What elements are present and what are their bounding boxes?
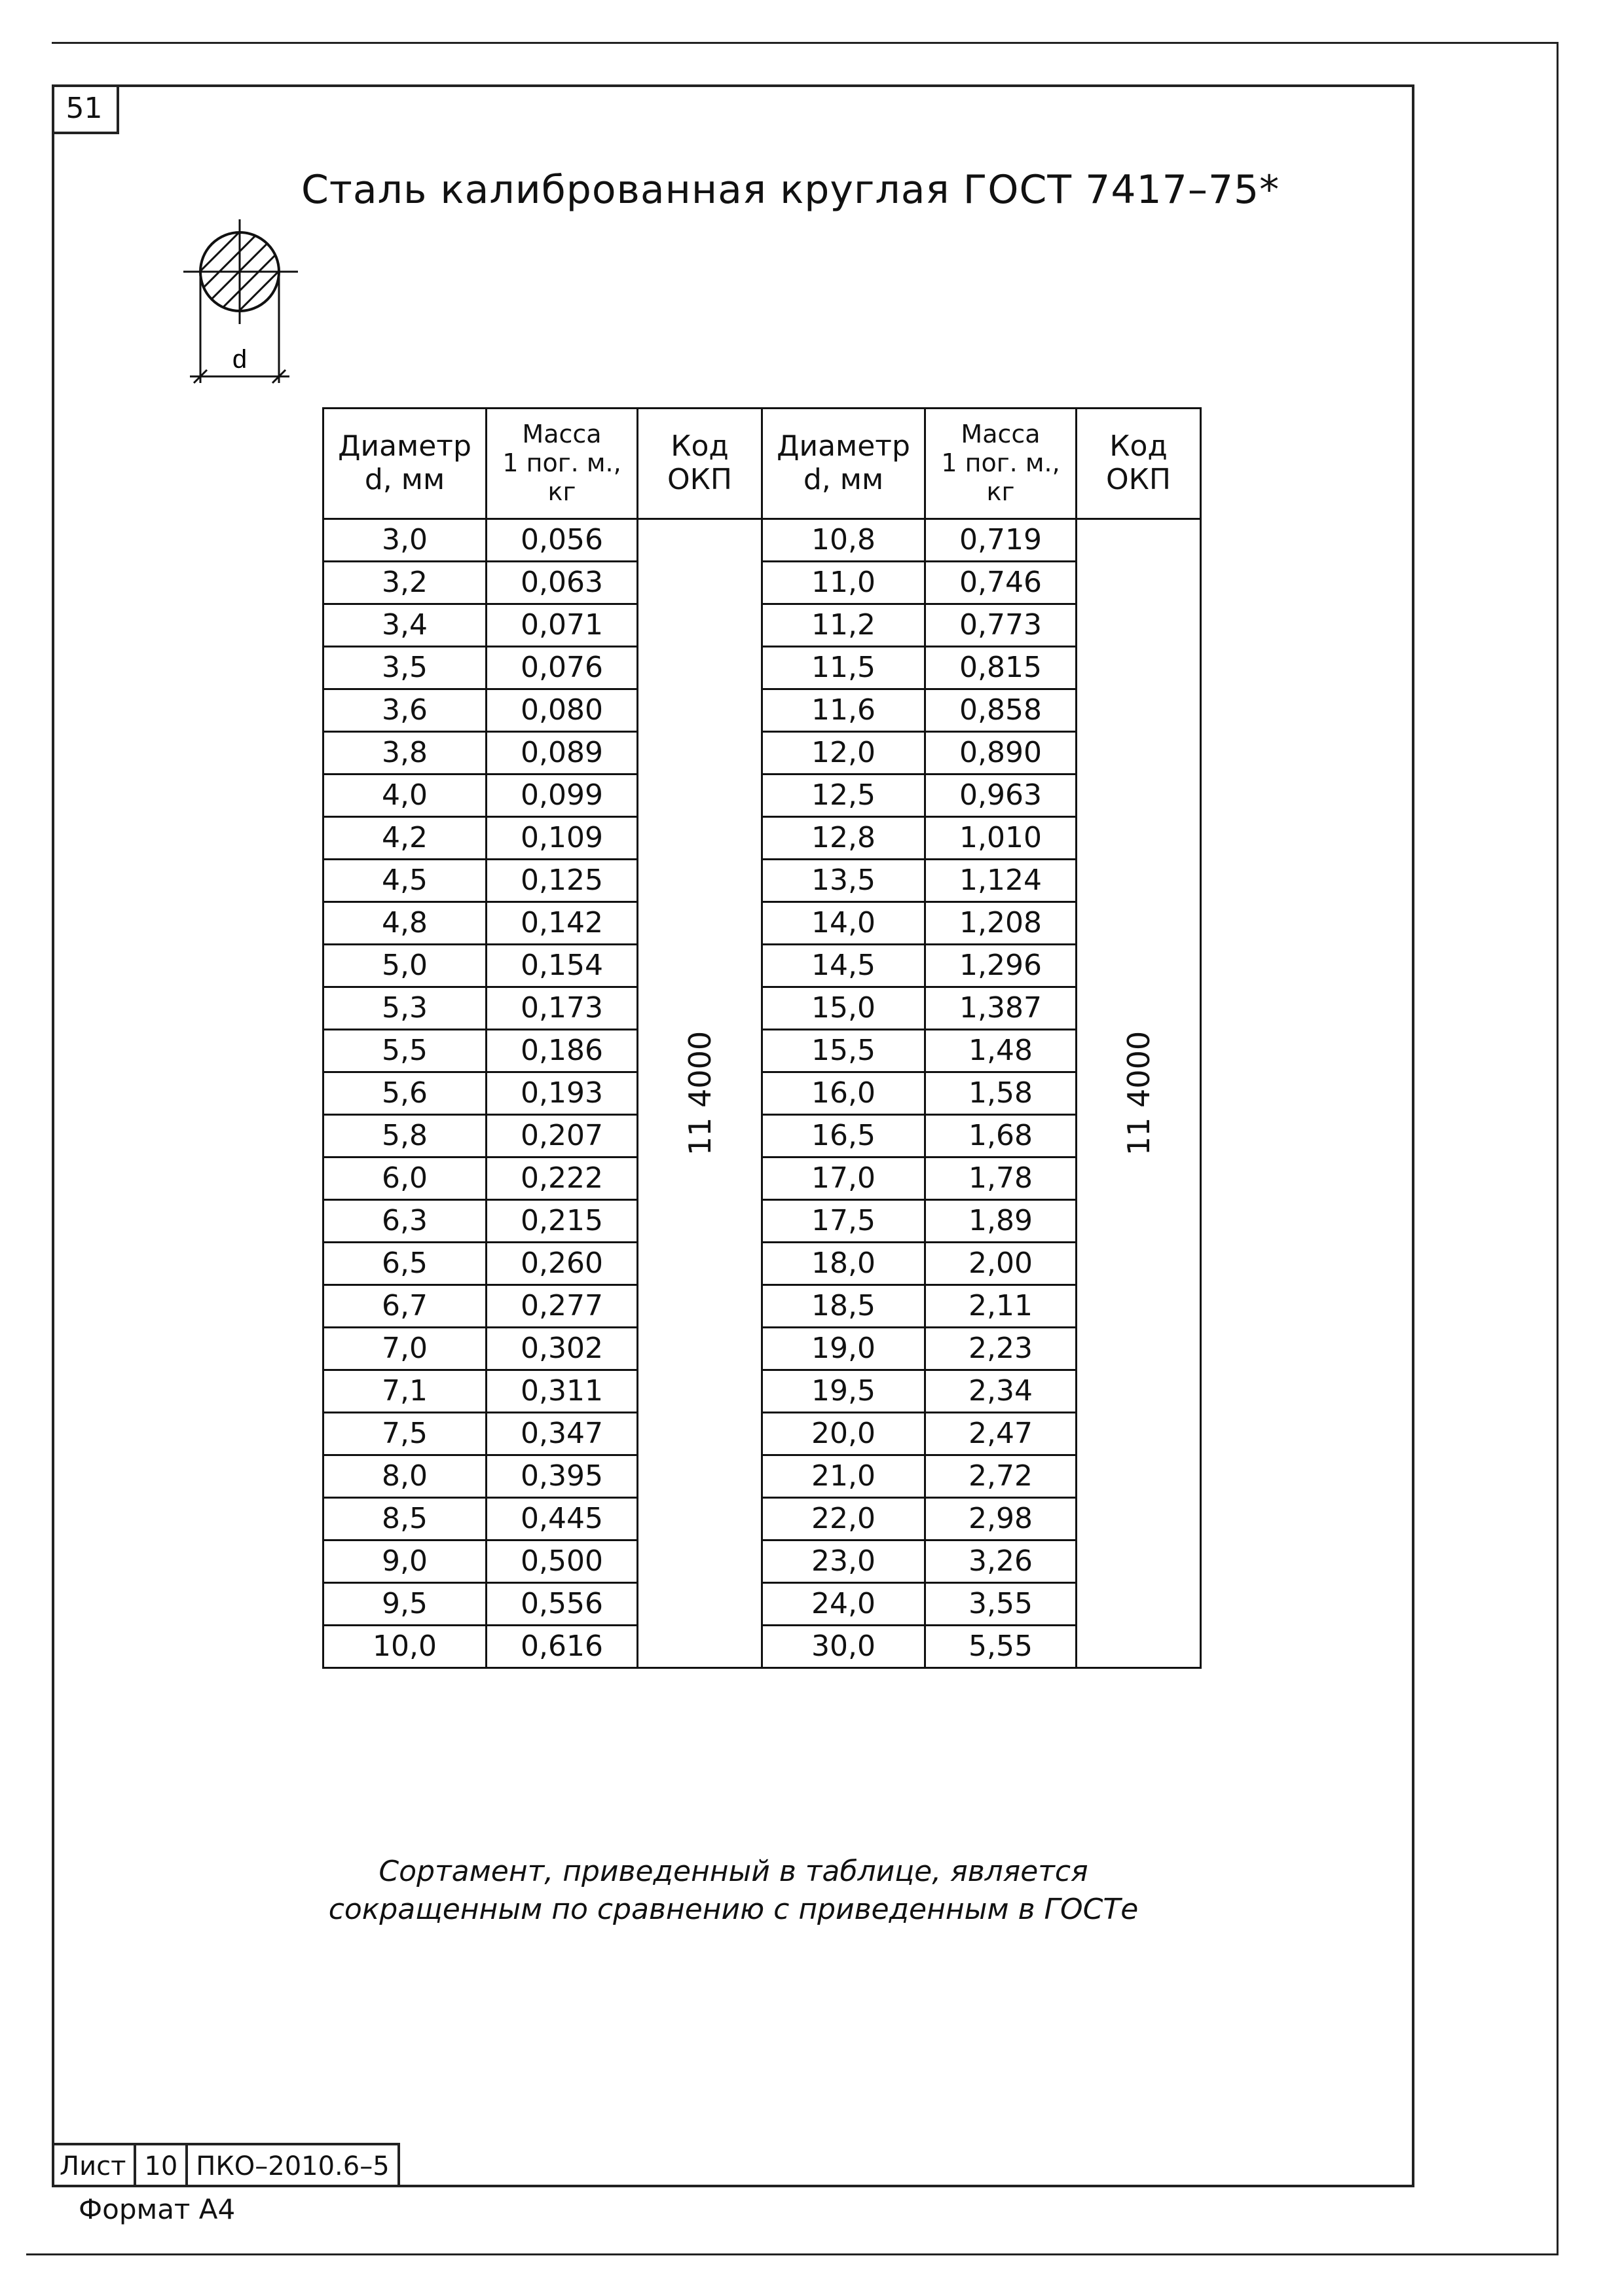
diameter-cell: 20,0 [762, 1413, 925, 1455]
mass-cell: 0,186 [487, 1030, 638, 1072]
table-header-row [323, 409, 1201, 519]
diameter-cell: 4,0 [323, 774, 487, 817]
diameter-cell: 13,5 [762, 860, 925, 902]
table-note [0, 1853, 1467, 1929]
mass-cell: 0,890 [925, 732, 1077, 774]
round-bar-section-diagram [177, 216, 308, 406]
diameter-cell: 5,6 [323, 1072, 487, 1115]
diameter-cell: 4,2 [323, 817, 487, 860]
title-block-stamp [52, 2143, 400, 2187]
diameter-cell: 16,5 [762, 1115, 925, 1157]
diameter-cell: 5,5 [323, 1030, 487, 1072]
mass-cell: 0,089 [487, 732, 638, 774]
table-row [323, 604, 1201, 647]
stamp-sheet-label: Лист [52, 2145, 136, 2187]
table-row [323, 1072, 1201, 1115]
table-row [323, 1200, 1201, 1243]
diameter-cell: 5,0 [323, 945, 487, 987]
mass-cell: 0,154 [487, 945, 638, 987]
diameter-cell: 6,3 [323, 1200, 487, 1243]
mass-cell: 0,260 [487, 1243, 638, 1285]
diameter-cell: 18,0 [762, 1243, 925, 1285]
table-row [323, 1413, 1201, 1455]
diameter-cell: 9,0 [323, 1540, 487, 1583]
steel-assortment-table [322, 407, 1202, 1669]
table-row [323, 1115, 1201, 1157]
diameter-cell: 3,8 [323, 732, 487, 774]
mass-cell: 0,302 [487, 1328, 638, 1370]
table-row [323, 945, 1201, 987]
mass-cell: 0,858 [925, 689, 1077, 732]
stamp-sheet-value: 10 [136, 2145, 188, 2187]
table-row [323, 1498, 1201, 1540]
table-row [323, 1540, 1201, 1583]
table-row [323, 689, 1201, 732]
mass-cell: 0,056 [487, 519, 638, 562]
diameter-cell: 8,0 [323, 1455, 487, 1498]
diameter-cell: 7,0 [323, 1328, 487, 1370]
mass-cell: 1,68 [925, 1115, 1077, 1157]
mass-cell: 0,080 [487, 689, 638, 732]
mass-cell: 0,215 [487, 1200, 638, 1243]
header-diameter-right: Диаметр d, мм [762, 409, 925, 519]
mass-cell: 0,746 [925, 562, 1077, 604]
mass-cell: 0,963 [925, 774, 1077, 817]
diameter-cell: 24,0 [762, 1583, 925, 1626]
mass-cell: 0,311 [487, 1370, 638, 1413]
mass-cell: 1,58 [925, 1072, 1077, 1115]
outer-right-line [1557, 42, 1559, 2255]
mass-cell: 2,98 [925, 1498, 1077, 1540]
mass-cell: 1,387 [925, 987, 1077, 1030]
diameter-cell: 6,7 [323, 1285, 487, 1328]
sheet-number-text: 51 [65, 91, 103, 125]
header-code-right: Код ОКП [1077, 409, 1201, 519]
mass-cell: 3,26 [925, 1540, 1077, 1583]
diameter-cell: 12,5 [762, 774, 925, 817]
mass-cell: 0,222 [487, 1157, 638, 1200]
mass-cell: 2,23 [925, 1328, 1077, 1370]
table-row [323, 817, 1201, 860]
diameter-cell: 11,6 [762, 689, 925, 732]
mass-cell: 0,076 [487, 647, 638, 689]
diameter-cell: 11,2 [762, 604, 925, 647]
mass-cell: 0,395 [487, 1455, 638, 1498]
diameter-cell: 23,0 [762, 1540, 925, 1583]
diameter-cell: 3,6 [323, 689, 487, 732]
mass-cell: 0,815 [925, 647, 1077, 689]
format-label: Формат А4 [79, 2193, 236, 2225]
mass-cell: 1,208 [925, 902, 1077, 945]
okp-code-cell-left [638, 519, 762, 1668]
mass-cell: 0,099 [487, 774, 638, 817]
stamp-doc-code: ПКО–2010.6–5 [188, 2145, 399, 2187]
table-row [323, 732, 1201, 774]
okp-code-right: 11 4000 [1120, 1030, 1156, 1156]
note-line-1: Сортамент, приведенный в таблице, является [378, 1855, 1088, 1888]
table-row [323, 1157, 1201, 1200]
mass-cell: 2,11 [925, 1285, 1077, 1328]
diameter-cell: 17,5 [762, 1200, 925, 1243]
mass-cell: 0,063 [487, 562, 638, 604]
diameter-cell: 14,5 [762, 945, 925, 987]
mass-cell: 1,296 [925, 945, 1077, 987]
table-row [323, 902, 1201, 945]
table-row [323, 860, 1201, 902]
diameter-cell: 4,5 [323, 860, 487, 902]
mass-cell: 0,719 [925, 519, 1077, 562]
table-row [323, 1243, 1201, 1285]
diameter-cell: 4,8 [323, 902, 487, 945]
mass-cell: 5,55 [925, 1626, 1077, 1668]
table-row [323, 1370, 1201, 1413]
table-row [323, 519, 1201, 562]
mass-cell: 1,010 [925, 817, 1077, 860]
diameter-cell: 11,5 [762, 647, 925, 689]
diameter-cell: 16,0 [762, 1072, 925, 1115]
mass-cell: 0,142 [487, 902, 638, 945]
diameter-cell: 19,0 [762, 1328, 925, 1370]
mass-cell: 0,773 [925, 604, 1077, 647]
mass-cell: 2,72 [925, 1455, 1077, 1498]
okp-code-cell-right [1077, 519, 1201, 1668]
mass-cell: 3,55 [925, 1583, 1077, 1626]
diameter-cell: 14,0 [762, 902, 925, 945]
note-line-2: сокращенным по сравнению с приведенным в ГОСТе [328, 1893, 1139, 1926]
table-row [323, 774, 1201, 817]
diameter-cell: 5,3 [323, 987, 487, 1030]
mass-cell: 1,124 [925, 860, 1077, 902]
mass-cell: 0,193 [487, 1072, 638, 1115]
diameter-cell: 30,0 [762, 1626, 925, 1668]
diameter-cell: 3,0 [323, 519, 487, 562]
diameter-cell: 21,0 [762, 1455, 925, 1498]
header-diameter-left: Диаметр d, мм [323, 409, 487, 519]
diameter-cell: 5,8 [323, 1115, 487, 1157]
table-row [323, 1285, 1201, 1328]
mass-cell: 1,78 [925, 1157, 1077, 1200]
diameter-label: d [232, 345, 248, 374]
outer-bottom-line [26, 2253, 1559, 2255]
diameter-cell: 9,5 [323, 1583, 487, 1626]
mass-cell: 0,500 [487, 1540, 638, 1583]
diameter-cell: 3,2 [323, 562, 487, 604]
diameter-cell: 17,0 [762, 1157, 925, 1200]
diameter-cell: 10,8 [762, 519, 925, 562]
diameter-cell: 7,1 [323, 1370, 487, 1413]
mass-cell: 0,109 [487, 817, 638, 860]
diameter-cell: 12,8 [762, 817, 925, 860]
mass-cell: 1,48 [925, 1030, 1077, 1072]
diameter-cell: 3,4 [323, 604, 487, 647]
mass-cell: 0,207 [487, 1115, 638, 1157]
mass-cell: 0,445 [487, 1498, 638, 1540]
mass-cell: 0,347 [487, 1413, 638, 1455]
table-row [323, 1030, 1201, 1072]
diameter-cell: 11,0 [762, 562, 925, 604]
diameter-cell: 18,5 [762, 1285, 925, 1328]
table-row [323, 562, 1201, 604]
table-row [323, 1583, 1201, 1626]
hatch-lines [177, 216, 308, 347]
table-row [323, 987, 1201, 1030]
okp-code-left: 11 4000 [682, 1030, 718, 1156]
mass-cell: 2,34 [925, 1370, 1077, 1413]
mass-cell: 0,125 [487, 860, 638, 902]
diameter-cell: 22,0 [762, 1498, 925, 1540]
diameter-cell: 19,5 [762, 1370, 925, 1413]
diameter-cell: 6,5 [323, 1243, 487, 1285]
header-code-left: Код ОКП [638, 409, 762, 519]
diameter-cell: 15,5 [762, 1030, 925, 1072]
sheet-number [52, 84, 119, 134]
page-title: Сталь калиброванная круглая ГОСТ 7417–75* [301, 167, 1280, 213]
mass-cell: 2,00 [925, 1243, 1077, 1285]
table-row [323, 1626, 1201, 1668]
mass-cell: 2,47 [925, 1413, 1077, 1455]
outer-top-line [52, 42, 1558, 44]
header-mass-left: Масса 1 пог. м., кг [487, 409, 638, 519]
table-row [323, 1328, 1201, 1370]
table-row [323, 647, 1201, 689]
mass-cell: 0,071 [487, 604, 638, 647]
diameter-cell: 12,0 [762, 732, 925, 774]
mass-cell: 0,173 [487, 987, 638, 1030]
table-row [323, 1455, 1201, 1498]
mass-cell: 0,556 [487, 1583, 638, 1626]
diameter-cell: 3,5 [323, 647, 487, 689]
mass-cell: 0,616 [487, 1626, 638, 1668]
diameter-cell: 15,0 [762, 987, 925, 1030]
diameter-cell: 6,0 [323, 1157, 487, 1200]
mass-cell: 0,277 [487, 1285, 638, 1328]
diameter-cell: 7,5 [323, 1413, 487, 1455]
diameter-cell: 10,0 [323, 1626, 487, 1668]
mass-cell: 1,89 [925, 1200, 1077, 1243]
diameter-cell: 8,5 [323, 1498, 487, 1540]
header-mass-right: Масса 1 пог. м., кг [925, 409, 1077, 519]
